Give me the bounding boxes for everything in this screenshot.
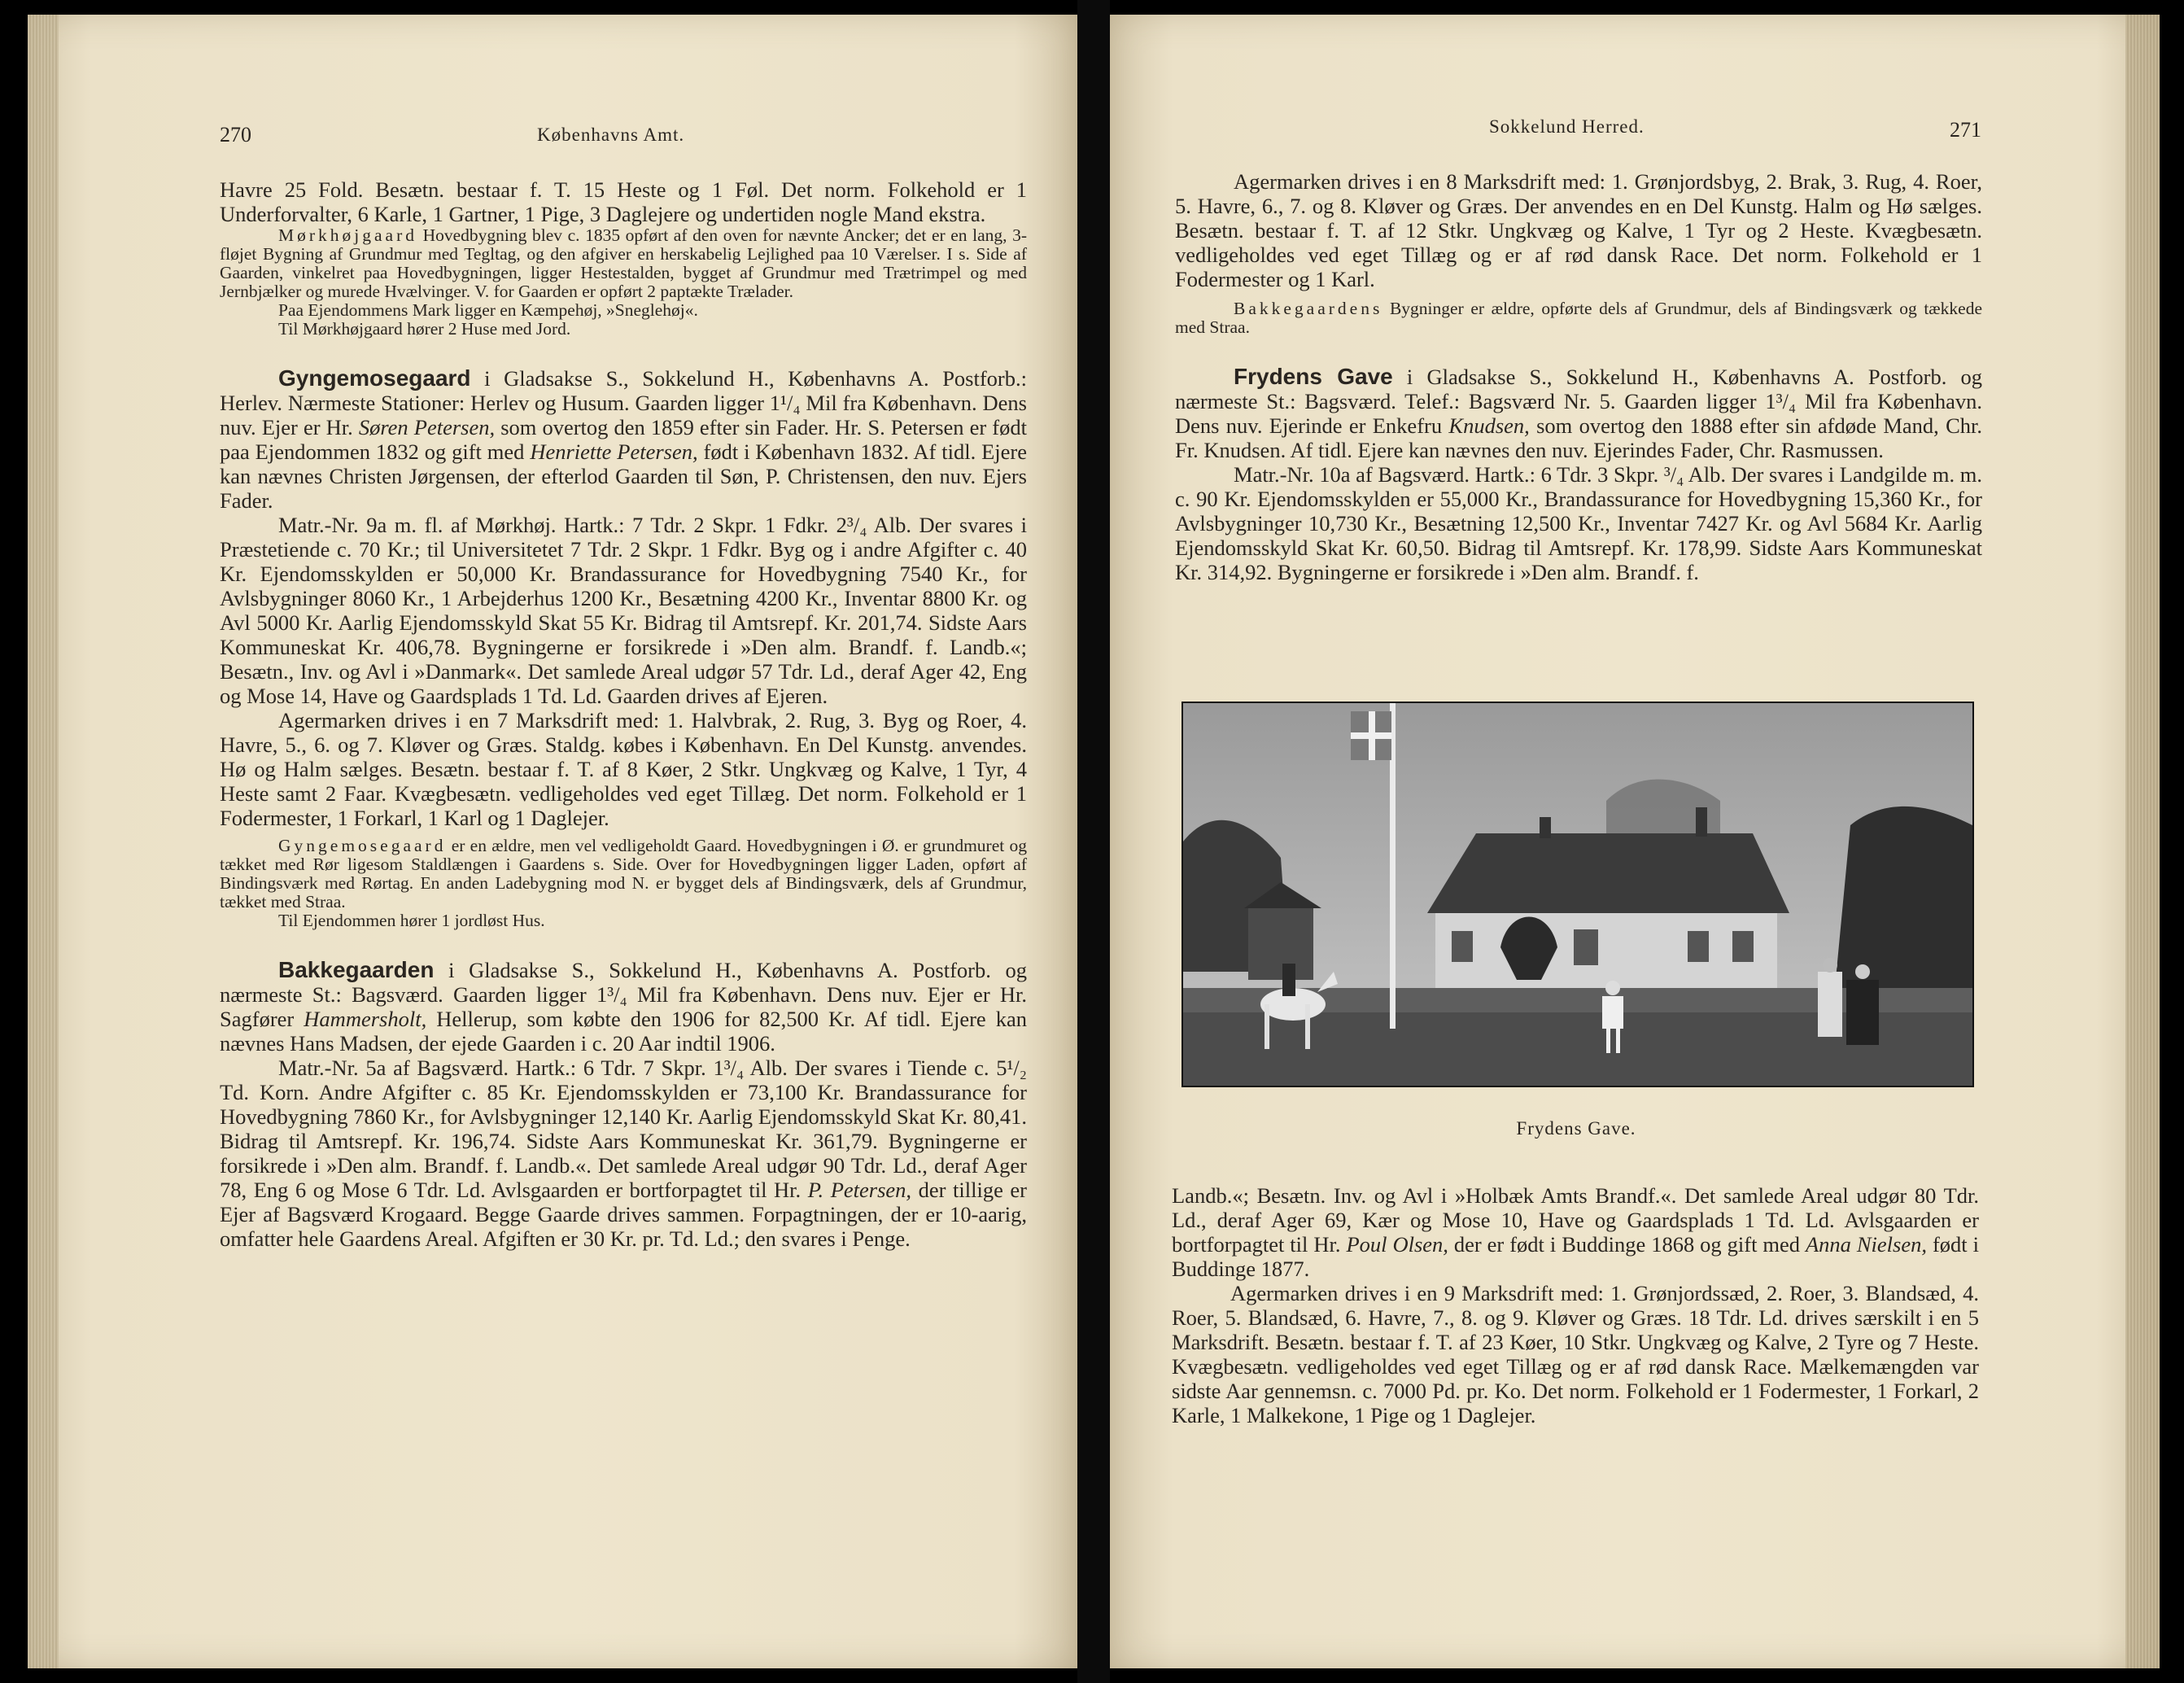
book-gutter [1077,0,1110,1683]
entry-title: Gyngemosegaard [278,365,471,391]
note: Til Ejendommen hører 1 jordløst Hus. [278,911,545,930]
entry-gyngemosegaard [220,366,1027,513]
paragraph: Matr.-Nr. 10a af Bagsværd. Hartk.: 6 Tdr. 3 Skpr. ³/₄ Alb. Der svares i Landgilde m. m. c. 90 Kr. Ejendomsskylden er 55,000 Kr., Brandassurance for Hovedbygning 15,360 Kr., for Avlsbygninger 10,730 Kr., Besætning 12,500 Kr., Inventar 7427 Kr. og Avl 5684 Kr. Aarlig Ejendomsskyld Skat Kr. 60,50. Bidrag til Amtsrepf. Kr. 178,99. Sidste Aars Kommuneskat Kr. 314,92. Bygningerne er forsikrede i »Den alm. Brandf. f. [1175,462,1982,584]
note [1175,299,1982,337]
page-number-right: 271 [1950,118,1981,142]
entry-text: i Gladsakse S., Sokkelund H., Københavns A. Postforb.: Herlev. Nærmeste Stationer: Herlev og Husum. Gaarden ligger 1¹/₄ Mil fra København. Dens nuv. Ejer er Hr. [220,366,1027,439]
farmhouse-photo-image [1183,703,1972,1086]
owner-name: Hammersholt, [304,1007,427,1031]
entry-text: i Gladsakse S., Sokkelund H., Københavns A. Postforb. og nærmeste St.: Bagsværd. Telef.: Bagsværd Nr. 5. Gaarden ligger 1³/₄ Mil fra København. Dens nuv. Ejerinde er Enkefru [1175,365,1982,438]
entry-text: som overtog den 1888 efter sin afdøde Mand, Chr. Fr. Knudsen. Af tidl. Ejere kan nævnes den nuv. Ejerindes Fader, Chr. Rasmussen. [1175,413,1982,462]
note-lead: Bakkegaardens [1234,299,1383,318]
section-gap [1175,337,1982,365]
paragraph: Havre 25 Fold. Besætn. bestaar f. T. 15 Heste og 1 Føl. Det norm. Folkehold er 1 Underforvalter, 6 Karle, 1 Gartner, 1 Pige, 3 Daglejere og undertiden nogle Mand ekstra. [220,177,1027,226]
owner-name: Knudsen, [1448,413,1530,438]
note-text: Bygninger er ældre, opførte dels af Grundmur, dels af Bindingsværk og tækkede med Straa. [1175,299,1982,337]
entry-text: i Gladsakse S., Sokkelund H., Københavns A. Postforb. og nærmeste St.: Bagsværd. Gaarden ligger 1³/₄ Mil fra København. Dens nuv. Ejer er Hr. Sagfører [220,958,1027,1031]
left-text-column [220,177,1027,1251]
entry-title: Bakkegaarden [278,957,435,982]
photo-caption: Frydens Gave. [1516,1118,1636,1139]
running-head-right: Sokkelund Herred. [1489,116,1645,137]
section-gap [220,339,1027,366]
running-head-left: Københavns Amt. [537,125,685,145]
entry-text: Matr.-Nr. 5a af Bagsværd. Hartk.: 6 Tdr. 7 Skpr. 1³/₄ Alb. Der svares i Tiende c. 5¹/₂ Td. Korn. Andre Afgifter c. 85 Kr. Ejendomsskylden er 73,100 Kr. Brandassurance for Hovedbygning 7860 Kr., for Avlsbygninger 12,140 Kr. Aarlig Ejendomsskyld Skat Kr. 80,41. Bidrag til Amtsrepf. Kr. 196,74. Sidste Aars Kommuneskat Kr. 361,79. Bygningerne er forsikrede i »Den alm. Brandf. f. Landb.«. Det samlede Areal udgør 90 Tdr. Ld., deraf Ager 78, Eng 6 og Mose 6 Tdr. Ld. Avlsgaarden er bortforpagtet til Hr. [220,1056,1027,1202]
entry-text: Landb.«; Besætn. Inv. og Avl i »Holbæk Amts Brandf.«. Det samlede Areal udgør 80 Tdr. Ld., deraf Ager 69, Kær og Mose 10, Have og Gaardsplads 1 Td. Ld. Avlsgaarden er bortforpagtet til Hr. [1172,1183,1979,1257]
entry-text: Hellerup, som købte den 1906 for 82,500 Kr. Af tidl. Ejere kan nævnes Hans Madsen, der ejede Gaarden i c. 20 Aar indtil 1906. [220,1007,1027,1056]
paragraph [1172,1183,1979,1281]
entry-bakkegaarden [220,958,1027,1056]
owner-name: Søren Petersen, [358,415,496,439]
tenant-name: Poul Olsen, [1346,1232,1448,1257]
right-page-edge [2125,15,2160,1668]
page-number-left: 270 [220,123,251,146]
paragraph: Matr.-Nr. 9a m. fl. af Mørkhøj. Hartk.: 7 Tdr. 2 Skpr. 1 Fdkr. 2³/₄ Alb. Der svares i Præstetiende c. 70 Kr.; til Universitetet 7 Tdr. 2 Skpr. 1 Fdkr. Byg og i andre Afgifter c. 40 Kr. Ejendomsskylden er 50,000 Kr. Brandassurance for Hovedbygning 7540 Kr., for Avlsbygninger 8060 Kr., 1 Arbejderhus 1200 Kr., Besætning 4200 Kr., Inventar 8800 Kr. og Avl 5000 Kr. Aarlig Ejendomsskyld Skat 55 Kr. Bidrag til Amtsrepf. Kr. 201,74. Sidste Aars Kommuneskat Kr. 406,78. Bygningerne er forsikrede i »Den alm. Brandf. f. Landb.«; Besætn., Inv. og Avl i »Danmark«. Det samlede Areal udgør 57 Tdr. Ld., deraf Ager 42, Eng og Mose 14, Have og Gaardsplads 1 Td. Ld. Gaarden drives af Ejeren. [220,513,1027,708]
entry-title: Frydens Gave [1234,364,1393,389]
note-text: er en ældre, men vel vedligeholdt Gaard. Hovedbygningen i Ø. er grundmuret og tækket med Rør ligesom Staldlængen i Gaardens s. Side. Over for Hovedbygningen ligger Laden, opført af Bindingsværk med Rørtag. En anden Ladebygning mod N. er bygget dels af Bindingsværk, dels af Grundmur, tækket med Straa. [220,836,1027,911]
paragraph: Agermarken drives i en 7 Marksdrift med: 1. Halvbrak, 2. Rug, 3. Byg og Roer, 4. Havre, 5., 6. og 7. Kløver og Græs. Staldg. købes i København. En Del Kunstg. anvendes. Hø og Halm sælges. Besætn. bestaar f. T. af 8 Køer, 2 Stkr. Ungkvæg og Kalve, 1 Tyr, 4 Heste samt 2 Faar. Kvægbesætn. vedligeholdes ved eget Tillæg. Det norm. Folkehold er 1 Fodermester, 1 Forkarl, 1 Karl og 1 Daglejer. [220,708,1027,830]
entry-text: født i Buddinge 1877. [1172,1232,1979,1281]
note-lead: Mørkhøjgaard [278,225,417,245]
farmhouse-photo [1182,702,1974,1087]
note-lead: Gyngemosegaard [278,836,447,855]
paragraph [220,1056,1027,1251]
entry-text: født i København 1832. Af tidl. Ejere kan nævnes Christen Jørgensen, der efterlod Gaarden til Søn, P. Christensen, den nuv. Ejers Fader. [220,439,1027,513]
paragraph: Agermarken drives i en 9 Marksdrift med: 1. Grønjordssæd, 2. Roer, 3. Blandsæd, 4. Roer, 5. Blandsæd, 6. Havre, 7., 8. og 9. Kløver og Græs. 18 Tdr. Ld. drives særskilt i en 5 Marksdrift. Besætn. bestaar f. T. af 23 Køer, 10 Stkr. Ungkvæg og Kalve, 2 Tyre og 7 Heste. Kvægbesætn. vedligeholdes ved eget Tillæg og er af rød dansk Race. Mælkemængden var sidste Aar gennemsn. c. 7000 Pd. pr. Ko. Det norm. Folkehold er 1 Fodermester, 1 Forkarl, 2 Karle, 1 Malkekone, 1 Pige og 1 Daglejer. [1172,1281,1979,1427]
left-page-edge [28,15,59,1668]
section-gap [220,930,1027,958]
entry-text: som overtog den 1859 efter sin Fader. Hr. S. Petersen er født paa Ejendommen 1832 og gift med [220,415,1027,464]
note: Til Mørkhøjgaard hører 2 Huse med Jord. [278,319,571,339]
tenant-name: P. Petersen, [807,1178,912,1202]
note: Paa Ejendommens Mark ligger en Kæmpehøj, »Sneglehøj«. [278,300,698,320]
note [220,226,1027,301]
wife-name: Henriette Petersen, [530,439,698,464]
paragraph: Agermarken drives i en 8 Marksdrift med: 1. Grønjordsbyg, 2. Brak, 3. Rug, 4. Roer, 5. Havre, 6., 7. og 8. Kløver og Græs. Der anvendes en en Del Kunstg. Halm og Hø sælges. Besætn. bestaar f. T. af 12 Stkr. Ungkvæg og Kalve, 1 Tyr og 2 Heste. Kvægbesætn. vedligeholdes ved eget Tillæg og er af rød dansk Race. Det norm. Folkehold er 1 Fodermester og 1 Karl. [1175,169,1982,291]
right-text-column-top [1175,169,1982,584]
wife-name: Anna Nielsen, [1805,1232,1927,1257]
note [220,837,1027,911]
note-text: Hovedbygning blev c. 1835 opført af den oven for nævnte Ancker; det er en lang, 3-fløjet Bygning af Grundmur med Tegltag, og den afgiver en herskabelig Lejlighed paa 10 Værelser. I s. Side af Gaarden, vinkelret paa Hovedbygningen, ligger Hestestalden, bygget af Grundmur med Trætrimpel og med Jernbjælker og murede Hvælvinger. V. for Gaarden er opført 2 paptækte Trælader. [220,225,1027,301]
entry-text: der tillige er Ejer af Bagsværd Krogaard. Begge Gaarde drives sammen. Forpagtningen, der er 10-aarig, omfatter hele Gaardens Areal. Afgiften er 30 Kr. pr. Td. Ld.; den svares i Penge. [220,1178,1028,1251]
entry-text: der er født i Buddinge 1868 og gift med [1448,1232,1806,1257]
entry-frydens-gave [1175,365,1982,462]
right-text-column-bottom [1172,1183,1979,1427]
